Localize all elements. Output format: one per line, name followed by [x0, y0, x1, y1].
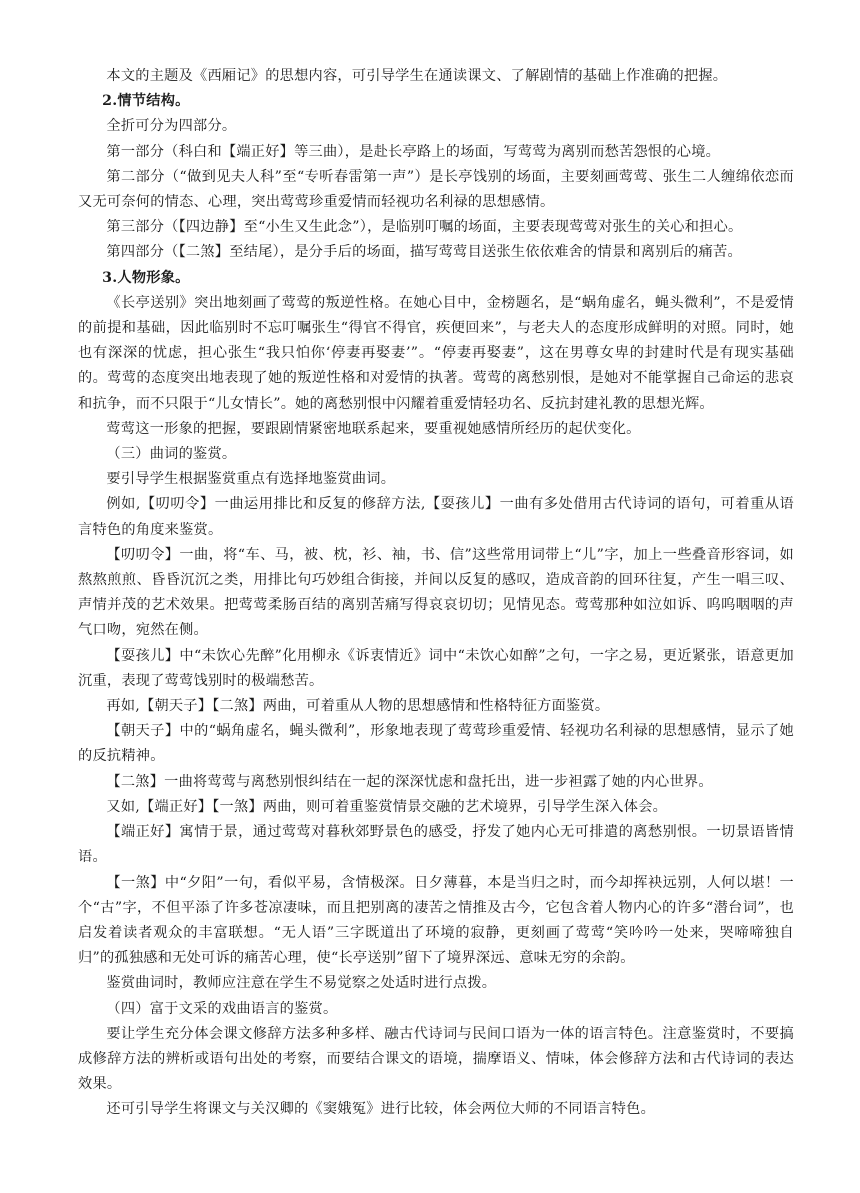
paragraph: 鉴赏曲词时，教师应注意在学生不易觉察之处适时进行点拨。 — [106, 975, 497, 992]
paragraph: 【二煞】一曲将莺莺与离愁别恨纠结在一起的深深忧虑和盘托出，进一步袒露了她的内心世界。 — [106, 773, 713, 790]
paragraph: 【朝天子】中的“蜗角虚名，蝇头微利”，形象地表现了莺莺珍重爱情、轻视功名利禄的思想感情，显示了她的反抗精神。 — [78, 723, 794, 765]
paragraph: 【一煞】中“夕阳”一句，看似平易，含情极深。日夕薄暮，本是当归之时，而今却挥袂远别，人何以堪！一个“古”字，不但平添了许多苍凉凄味，而且把别离的凄苦之情推及古今，它包含着人物内心的许多“潜台词”，也启发着读者观众的丰富联想。“无人语”三字既道出了环境的寂静，更刻画了莺莺“笑吟吟一处来，哭啼啼独自归”的孤独感和无处可诉的痛苦心理，使“长亭送别”留下了境界深远、意味无穷的余韵。 — [78, 874, 794, 967]
paragraph: 又如,【端正好】【一煞】两曲，则可着重鉴赏情景交融的艺术境界，引导学生深入体会。 — [106, 798, 668, 815]
paragraph: 【端正好】寓情于景，通过莺莺对暮秋郊野景色的感受，抒发了她内心无可排遣的离愁别恨。一切景语皆情语。 — [78, 824, 794, 866]
paragraph: 第三部分（【四边静】至“小生又生此念”），是临别叮嘱的场面，主要表现莺莺对张生的关心和担心。 — [106, 219, 743, 236]
paragraph: 【耍孩儿】中“未饮心先醉”化用柳永《诉衷情近》词中“未饮心如醉”之句，一字之易，更近紧张，语意更加沉重，表现了莺莺饯别时的极端愁苦。 — [78, 647, 794, 689]
paragraph: 莺莺这一形象的把握，要跟剧情紧密地联系起来，要重视她感情所经历的起伏变化。 — [106, 420, 641, 437]
paragraph: 再如,【朝天子】【二煞】两曲，可着重从人物的思想感情和性格特征方面鉴赏。 — [106, 698, 610, 715]
section-heading-plot-structure: 2.情节结构。 — [102, 93, 190, 110]
paragraph: 要让学生充分体会课文修辞方法多种多样、融古代诗词与民间口语为一体的语言特色。注意鉴赏时，不要搞成修辞方法的辨析或语句出处的考察，而要结合课文的语境，揣摩语义、情味，体会修辞方法和古代诗词的表达效果。 — [78, 1025, 794, 1093]
paragraph: 第一部分（科白和【端正好】等三曲），是赴长亭路上的场面，写莺莺为离别而愁苦怨恨的心境。 — [106, 143, 721, 160]
paragraph: 例如,【叨叨令】一曲运用排比和反复的修辞方法,【耍孩儿】一曲有多处借用古代诗词的语句，可着重从语言特色的角度来鉴赏。 — [78, 496, 794, 538]
section-heading-character: 3.人物形象。 — [102, 269, 190, 286]
paragraph: 第二部分（“做到见夫人科”至“专听春雷第一声”）是长亭饯别的场面，主要刻画莺莺、张生二人缠绵依恋而又无可奈何的情态、心理，突出莺莺珍重爱情而轻视功名利禄的思想感情。 — [78, 168, 794, 211]
paragraph: 本文的主题及《西厢记》的思想内容，可引导学生在通读课文、了解剧情的基础上作准确的把握。 — [106, 68, 728, 84]
paragraph: 要引导学生根据鉴赏重点有选择地鉴赏曲词。 — [106, 471, 396, 488]
document-page — [78, 64, 794, 1123]
paragraph: 第四部分（【二煞】至结尾），是分手后的场面，描写莺莺目送张生依依难舍的情景和离别后的痛苦。 — [106, 244, 742, 261]
paragraph: 全折可分为四部分。 — [106, 118, 237, 135]
section-heading-language: （四）富于文采的戏曲语言的鉴赏。 — [106, 1000, 338, 1017]
paragraph: 《长亭送别》突出地刻画了莺莺的叛逆性格。在她心目中，金榜题名，是“蜗角虚名，蝇头微利”，不是爱情的前提和基础，因此临别时不忘叮嘱张生“得官不得官，疾便回来”，与老夫人的态度形成鲜明的对照。同时，她也有深深的忧虑，担心张生“我只怕你‘停妻再娶妻’”。“停妻再娶妻”，这在男尊女卑的封建时代是有现实基础的。莺莺的态度突出地表现了她的叛逆性格和对爱情的执著。莺莺的离愁别恨，是她对不能掌握自己命运的悲哀和抗争，而不只限于“儿女情长”。她的离愁别恨中闪耀着重爱情轻功名、反抗封建礼教的思想光辉。 — [78, 294, 794, 412]
section-heading-lyrics: （三）曲词的鉴赏。 — [106, 446, 237, 463]
paragraph: 【叨叨令】一曲，将“车、马，被、枕，衫、袖，书、信”这些常用词带上“儿”字，加上一些叠音形容词，如熬熬煎煎、昏昏沉沉之类，用排比句巧妙组合街接，并间以反复的感叹，造成音韵的回环往复，产生一唱三叹、声情并茂的艺术效果。把莺莺柔肠百结的离别苦痛写得哀哀切切；见情见态。莺莺那种如泣如诉、呜呜咽咽的声气口吻，宛然在侧。 — [78, 546, 794, 639]
paragraph: 还可引导学生将课文与关汉卿的《窦娥冤》进行比较，体会两位大师的不同语言特色。 — [106, 1101, 656, 1118]
